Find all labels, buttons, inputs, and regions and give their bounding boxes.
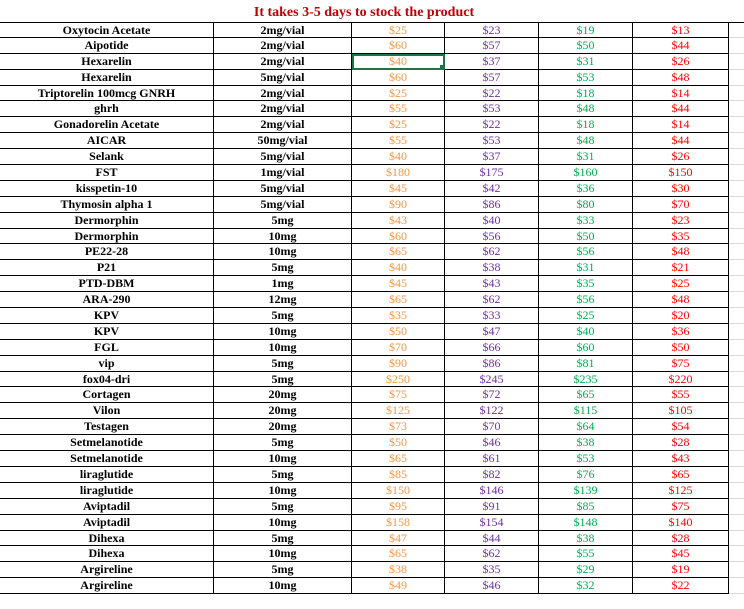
price-tier3-cell[interactable]: $53 [539, 70, 633, 86]
dosage-cell[interactable]: 2mg/vial [214, 54, 352, 70]
price-tier1-cell[interactable]: $125 [352, 403, 445, 419]
dosage-cell[interactable]: 10mg [214, 546, 352, 562]
price-tier1-cell[interactable]: $150 [352, 483, 445, 499]
price-tier3-cell[interactable]: $148 [539, 515, 633, 531]
price-tier2-cell[interactable]: $53 [445, 133, 539, 149]
empty-cell[interactable] [729, 451, 744, 467]
empty-cell[interactable] [729, 197, 744, 213]
price-tier4-cell[interactable]: $36 [633, 324, 729, 340]
price-tier4-cell[interactable]: $28 [633, 435, 729, 451]
table-row [0, 372, 744, 388]
price-tier3-cell[interactable]: $64 [539, 419, 633, 435]
price-tier1-cell[interactable]: $38 [352, 562, 445, 578]
product-name-cell[interactable]: vip [0, 356, 214, 372]
empty-cell[interactable] [729, 499, 744, 515]
dosage-cell[interactable]: 2mg/vial [214, 86, 352, 102]
price-tier4-cell[interactable]: $26 [633, 149, 729, 165]
fill-handle[interactable] [440, 65, 445, 70]
price-tier1-cell[interactable]: $95 [352, 499, 445, 515]
price-tier1-cell[interactable]: $250 [352, 372, 445, 388]
selected-cell[interactable]: $40 [352, 54, 445, 70]
product-name-cell[interactable]: Setmelanotide [0, 451, 214, 467]
dosage-cell[interactable]: 2mg/vial [214, 117, 352, 133]
table-row [0, 292, 744, 308]
price-tier4-cell[interactable]: $48 [633, 292, 729, 308]
price-tier1-cell[interactable]: $43 [352, 213, 445, 229]
price-tier4-cell[interactable]: $75 [633, 356, 729, 372]
price-tier2-cell[interactable]: $35 [445, 562, 539, 578]
dosage-cell[interactable]: 5mg/vial [214, 70, 352, 86]
dosage-cell[interactable]: 1mg/vial [214, 165, 352, 181]
price-tier4-cell[interactable]: $35 [633, 229, 729, 245]
price-tier1-cell[interactable]: $50 [352, 324, 445, 340]
empty-cell[interactable] [729, 54, 744, 70]
price-table [0, 22, 744, 594]
price-tier3-cell[interactable]: $35 [539, 276, 633, 292]
price-tier1-cell[interactable]: $180 [352, 165, 445, 181]
price-tier2-cell[interactable]: $57 [445, 70, 539, 86]
price-tier4-cell[interactable]: $44 [633, 133, 729, 149]
product-name-cell[interactable]: KPV [0, 324, 214, 340]
price-tier3-cell[interactable]: $18 [539, 117, 633, 133]
price-tier2-cell[interactable]: $122 [445, 403, 539, 419]
price-tier2-cell[interactable]: $175 [445, 165, 539, 181]
price-tier3-cell[interactable]: $76 [539, 467, 633, 483]
price-tier1-cell[interactable]: $49 [352, 578, 445, 594]
empty-cell[interactable] [729, 149, 744, 165]
price-tier2-cell[interactable]: $62 [445, 244, 539, 260]
price-tier2-cell[interactable]: $70 [445, 419, 539, 435]
price-tier4-cell[interactable]: $26 [633, 54, 729, 70]
price-tier3-cell[interactable]: $31 [539, 54, 633, 70]
table-row [0, 546, 744, 562]
price-tier1-cell[interactable]: $90 [352, 197, 445, 213]
table-row [0, 435, 744, 451]
price-tier2-cell[interactable]: $37 [445, 54, 539, 70]
price-tier4-cell[interactable]: $25 [633, 276, 729, 292]
table-row [0, 117, 744, 133]
price-tier2-cell[interactable]: $154 [445, 515, 539, 531]
price-tier3-cell[interactable]: $50 [539, 38, 633, 54]
table-row [0, 101, 744, 117]
price-tier2-cell[interactable]: $62 [445, 546, 539, 562]
price-tier4-cell[interactable]: $150 [633, 165, 729, 181]
dosage-cell[interactable]: 10mg [214, 483, 352, 499]
price-tier2-cell[interactable]: $46 [445, 435, 539, 451]
empty-cell[interactable] [729, 181, 744, 197]
dosage-cell[interactable]: 5mg [214, 499, 352, 515]
table-row [0, 70, 744, 86]
dosage-cell[interactable]: 10mg [214, 340, 352, 356]
price-tier4-cell[interactable]: $21 [633, 260, 729, 276]
price-tier4-cell[interactable]: $65 [633, 467, 729, 483]
price-tier2-cell[interactable]: $23 [445, 22, 539, 38]
price-tier2-cell[interactable]: $46 [445, 578, 539, 594]
dosage-cell[interactable]: 5mg [214, 356, 352, 372]
price-tier4-cell[interactable]: $55 [633, 387, 729, 403]
price-tier1-cell[interactable]: $55 [352, 133, 445, 149]
price-tier2-cell[interactable]: $86 [445, 356, 539, 372]
price-tier3-cell[interactable]: $80 [539, 197, 633, 213]
price-tier3-cell[interactable]: $55 [539, 546, 633, 562]
price-tier4-cell[interactable]: $140 [633, 515, 729, 531]
empty-cell[interactable] [729, 546, 744, 562]
dosage-cell[interactable]: 5mg [214, 467, 352, 483]
price-tier3-cell[interactable]: $25 [539, 308, 633, 324]
empty-cell[interactable] [729, 562, 744, 578]
price-tier4-cell[interactable]: $45 [633, 546, 729, 562]
dosage-cell[interactable]: 2mg/vial [214, 101, 352, 117]
price-tier2-cell[interactable]: $43 [445, 276, 539, 292]
table-row [0, 578, 744, 594]
price-tier1-cell[interactable]: $90 [352, 356, 445, 372]
table-row [0, 260, 744, 276]
price-tier2-cell[interactable]: $44 [445, 531, 539, 547]
empty-cell[interactable] [729, 340, 744, 356]
price-tier2-cell[interactable]: $47 [445, 324, 539, 340]
price-tier1-cell[interactable]: $45 [352, 276, 445, 292]
table-row [0, 276, 744, 292]
table-row [0, 451, 744, 467]
table-row [0, 197, 744, 213]
price-tier3-cell[interactable]: $32 [539, 578, 633, 594]
dosage-cell[interactable]: 5mg [214, 372, 352, 388]
price-tier3-cell[interactable]: $81 [539, 356, 633, 372]
price-tier2-cell[interactable]: $33 [445, 308, 539, 324]
price-tier4-cell[interactable]: $14 [633, 86, 729, 102]
price-tier3-cell[interactable]: $31 [539, 260, 633, 276]
price-tier4-cell[interactable]: $20 [633, 308, 729, 324]
product-name-cell[interactable]: ghrh [0, 101, 214, 117]
price-tier3-cell[interactable]: $50 [539, 229, 633, 245]
price-tier2-cell[interactable]: $245 [445, 372, 539, 388]
empty-cell[interactable] [729, 86, 744, 102]
price-tier1-cell[interactable]: $55 [352, 101, 445, 117]
product-name-cell[interactable]: Dermorphin [0, 229, 214, 245]
price-tier1-cell[interactable]: $158 [352, 515, 445, 531]
table-row [0, 356, 744, 372]
table-row [0, 340, 744, 356]
product-name-cell[interactable]: FGL [0, 340, 214, 356]
product-name-cell[interactable]: KPV [0, 308, 214, 324]
price-tier3-cell[interactable]: $53 [539, 451, 633, 467]
product-name-cell[interactable]: Oxytocin Acetate [0, 22, 214, 38]
price-tier2-cell[interactable]: $53 [445, 101, 539, 117]
price-tier4-cell[interactable]: $30 [633, 181, 729, 197]
price-tier3-cell[interactable]: $48 [539, 133, 633, 149]
price-tier3-cell[interactable]: $33 [539, 213, 633, 229]
price-tier4-cell[interactable]: $28 [633, 531, 729, 547]
price-tier2-cell[interactable]: $40 [445, 213, 539, 229]
dosage-cell[interactable]: 2mg/vial [214, 38, 352, 54]
empty-cell[interactable] [729, 244, 744, 260]
empty-cell[interactable] [729, 372, 744, 388]
empty-cell[interactable] [729, 515, 744, 531]
product-name-cell[interactable]: Cortagen [0, 387, 214, 403]
price-tier4-cell[interactable]: $13 [633, 22, 729, 38]
price-tier3-cell[interactable]: $19 [539, 22, 633, 38]
price-tier1-cell[interactable]: $35 [352, 308, 445, 324]
price-tier3-cell[interactable]: $29 [539, 562, 633, 578]
product-name-cell[interactable]: Triptorelin 100mcg GNRH [0, 86, 214, 102]
table-row [0, 86, 744, 102]
dosage-cell[interactable]: 12mg [214, 292, 352, 308]
product-name-cell[interactable]: Argireline [0, 562, 214, 578]
product-name-cell[interactable]: Aviptadil [0, 515, 214, 531]
dosage-cell[interactable]: 10mg [214, 451, 352, 467]
dosage-cell[interactable]: 10mg [214, 578, 352, 594]
price-tier1-cell[interactable]: $70 [352, 340, 445, 356]
price-tier2-cell[interactable]: $22 [445, 117, 539, 133]
dosage-cell[interactable]: 5mg/vial [214, 181, 352, 197]
product-name-cell[interactable]: PE22-28 [0, 244, 214, 260]
empty-cell[interactable] [729, 578, 744, 594]
dosage-cell[interactable]: 10mg [214, 244, 352, 260]
table-row [0, 467, 744, 483]
price-tier3-cell[interactable]: $85 [539, 499, 633, 515]
price-tier1-cell[interactable]: $47 [352, 531, 445, 547]
product-name-cell[interactable]: Dihexa [0, 531, 214, 547]
price-tier2-cell[interactable]: $91 [445, 499, 539, 515]
price-tier2-cell[interactable]: $37 [445, 149, 539, 165]
table-row [0, 229, 744, 245]
empty-cell[interactable] [729, 435, 744, 451]
table-row [0, 54, 744, 70]
price-tier4-cell[interactable]: $220 [633, 372, 729, 388]
dosage-cell[interactable]: 5mg/vial [214, 149, 352, 165]
price-tier1-cell[interactable]: $60 [352, 229, 445, 245]
product-name-cell[interactable]: FST [0, 165, 214, 181]
price-tier1-cell[interactable]: $65 [352, 451, 445, 467]
dosage-cell[interactable]: 5mg [214, 531, 352, 547]
product-name-cell[interactable]: kisspetin-10 [0, 181, 214, 197]
price-tier4-cell[interactable]: $43 [633, 451, 729, 467]
table-row [0, 324, 744, 340]
product-name-cell[interactable]: Thymosin alpha 1 [0, 197, 214, 213]
empty-cell[interactable] [729, 403, 744, 419]
price-tier2-cell[interactable]: $146 [445, 483, 539, 499]
empty-cell[interactable] [729, 70, 744, 86]
price-tier4-cell[interactable]: $23 [633, 213, 729, 229]
price-tier1-cell[interactable]: $65 [352, 546, 445, 562]
price-tier3-cell[interactable]: $235 [539, 372, 633, 388]
dosage-cell[interactable]: 5mg [214, 435, 352, 451]
empty-cell[interactable] [729, 483, 744, 499]
price-tier4-cell[interactable]: $125 [633, 483, 729, 499]
product-name-cell[interactable]: liraglutide [0, 467, 214, 483]
product-name-cell[interactable]: AICAR [0, 133, 214, 149]
price-tier2-cell[interactable]: $62 [445, 292, 539, 308]
table-row [0, 403, 744, 419]
price-tier4-cell[interactable]: $75 [633, 499, 729, 515]
price-tier4-cell[interactable]: $50 [633, 340, 729, 356]
dosage-cell[interactable]: 5mg [214, 260, 352, 276]
price-tier2-cell[interactable]: $38 [445, 260, 539, 276]
price-tier1-cell[interactable]: $50 [352, 435, 445, 451]
price-tier1-cell[interactable]: $45 [352, 181, 445, 197]
price-tier2-cell[interactable]: $72 [445, 387, 539, 403]
table-row [0, 22, 744, 38]
price-tier1-cell[interactable]: $65 [352, 292, 445, 308]
product-name-cell[interactable]: Hexarelin [0, 54, 214, 70]
table-row [0, 483, 744, 499]
dosage-cell[interactable]: 5mg [214, 213, 352, 229]
price-tier3-cell[interactable]: $56 [539, 292, 633, 308]
product-name-cell[interactable]: Vilon [0, 403, 214, 419]
dosage-cell[interactable]: 5mg [214, 308, 352, 324]
table-row [0, 133, 744, 149]
product-name-cell[interactable]: Hexarelin [0, 70, 214, 86]
table-row [0, 38, 744, 54]
dosage-cell[interactable]: 1mg [214, 276, 352, 292]
empty-cell[interactable] [729, 213, 744, 229]
price-tier4-cell[interactable]: $105 [633, 403, 729, 419]
price-tier2-cell[interactable]: $66 [445, 340, 539, 356]
table-row [0, 419, 744, 435]
dosage-cell[interactable]: 5mg [214, 562, 352, 578]
dosage-cell[interactable]: 10mg [214, 515, 352, 531]
empty-cell[interactable] [729, 356, 744, 372]
dosage-cell[interactable]: 5mg/vial [214, 197, 352, 213]
product-name-cell[interactable]: fox04-dri [0, 372, 214, 388]
price-tier3-cell[interactable]: $18 [539, 86, 633, 102]
empty-cell[interactable] [729, 308, 744, 324]
product-name-cell[interactable]: Testagen [0, 419, 214, 435]
empty-cell[interactable] [729, 531, 744, 547]
price-tier1-cell[interactable]: $73 [352, 419, 445, 435]
price-tier3-cell[interactable]: $115 [539, 403, 633, 419]
price-tier1-cell[interactable]: $60 [352, 70, 445, 86]
product-name-cell[interactable]: Aipotide [0, 38, 214, 54]
price-tier1-cell[interactable]: $65 [352, 244, 445, 260]
empty-cell[interactable] [729, 22, 744, 38]
empty-cell[interactable] [729, 387, 744, 403]
sheet-title[interactable]: It takes 3-5 days to stock the product [253, 5, 475, 20]
price-tier1-cell[interactable]: $60 [352, 38, 445, 54]
table-row [0, 213, 744, 229]
table-row [0, 515, 744, 531]
price-tier2-cell[interactable]: $57 [445, 38, 539, 54]
price-tier3-cell[interactable]: $139 [539, 483, 633, 499]
product-name-cell[interactable]: liraglutide [0, 483, 214, 499]
price-tier4-cell[interactable]: $70 [633, 197, 729, 213]
table-row [0, 499, 744, 515]
price-tier3-cell[interactable]: $36 [539, 181, 633, 197]
price-tier3-cell[interactable]: $38 [539, 435, 633, 451]
price-tier3-cell[interactable]: $60 [539, 340, 633, 356]
product-name-cell[interactable]: Aviptadil [0, 499, 214, 515]
dosage-cell[interactable]: 10mg [214, 324, 352, 340]
empty-cell[interactable] [729, 133, 744, 149]
price-tier3-cell[interactable]: $31 [539, 149, 633, 165]
product-name-cell[interactable]: Setmelanotide [0, 435, 214, 451]
dosage-cell[interactable]: 20mg [214, 387, 352, 403]
empty-cell[interactable] [729, 324, 744, 340]
dosage-cell[interactable]: 20mg [214, 419, 352, 435]
product-name-cell[interactable]: Selank [0, 149, 214, 165]
product-name-cell[interactable]: Dihexa [0, 546, 214, 562]
price-tier1-cell[interactable]: $85 [352, 467, 445, 483]
dosage-cell[interactable]: 10mg [214, 229, 352, 245]
table-row [0, 308, 744, 324]
price-tier3-cell[interactable]: $65 [539, 387, 633, 403]
price-tier2-cell[interactable]: $42 [445, 181, 539, 197]
price-tier4-cell[interactable]: $44 [633, 38, 729, 54]
product-name-cell[interactable]: ARA-290 [0, 292, 214, 308]
price-tier4-cell[interactable]: $48 [633, 70, 729, 86]
empty-cell[interactable] [729, 467, 744, 483]
product-name-cell[interactable]: Argireline [0, 578, 214, 594]
price-tier2-cell[interactable]: $86 [445, 197, 539, 213]
price-tier1-cell[interactable]: $40 [352, 260, 445, 276]
price-tier2-cell[interactable]: $82 [445, 467, 539, 483]
price-tier4-cell[interactable]: $22 [633, 578, 729, 594]
table-row [0, 562, 744, 578]
price-tier1-cell[interactable]: $75 [352, 387, 445, 403]
product-name-cell[interactable]: PTD-DBM [0, 276, 214, 292]
price-tier3-cell[interactable]: $48 [539, 101, 633, 117]
table-row [0, 165, 744, 181]
price-tier3-cell[interactable]: $40 [539, 324, 633, 340]
empty-cell[interactable] [729, 229, 744, 245]
price-tier3-cell[interactable]: $38 [539, 531, 633, 547]
table-row [0, 387, 744, 403]
empty-cell[interactable] [729, 117, 744, 133]
empty-cell[interactable] [729, 260, 744, 276]
price-tier2-cell[interactable]: $22 [445, 86, 539, 102]
price-tier3-cell[interactable]: $160 [539, 165, 633, 181]
price-tier1-cell[interactable]: $25 [352, 117, 445, 133]
table-row [0, 244, 744, 260]
price-tier1-cell[interactable]: $25 [352, 22, 445, 38]
empty-cell[interactable] [729, 165, 744, 181]
empty-cell[interactable] [729, 101, 744, 117]
empty-cell[interactable] [729, 292, 744, 308]
product-name-cell[interactable]: P21 [0, 260, 214, 276]
empty-cell[interactable] [729, 419, 744, 435]
price-tier4-cell[interactable]: $44 [633, 101, 729, 117]
table-row [0, 531, 744, 547]
product-name-cell[interactable]: Gonadorelin Acetate [0, 117, 214, 133]
price-tier3-cell[interactable]: $56 [539, 244, 633, 260]
price-tier4-cell[interactable]: $19 [633, 562, 729, 578]
table-row [0, 181, 744, 197]
price-tier4-cell[interactable]: $54 [633, 419, 729, 435]
price-tier1-cell[interactable]: $40 [352, 149, 445, 165]
empty-cell[interactable] [729, 38, 744, 54]
empty-cell[interactable] [729, 276, 744, 292]
price-tier2-cell[interactable]: $61 [445, 451, 539, 467]
price-tier2-cell[interactable]: $56 [445, 229, 539, 245]
product-name-cell[interactable]: Dermorphin [0, 213, 214, 229]
price-tier4-cell[interactable]: $14 [633, 117, 729, 133]
dosage-cell[interactable]: 50mg/vial [214, 133, 352, 149]
dosage-cell[interactable]: 20mg [214, 403, 352, 419]
dosage-cell[interactable]: 2mg/vial [214, 22, 352, 38]
price-tier1-cell[interactable]: $25 [352, 86, 445, 102]
price-tier4-cell[interactable]: $48 [633, 244, 729, 260]
table-row [0, 149, 744, 165]
